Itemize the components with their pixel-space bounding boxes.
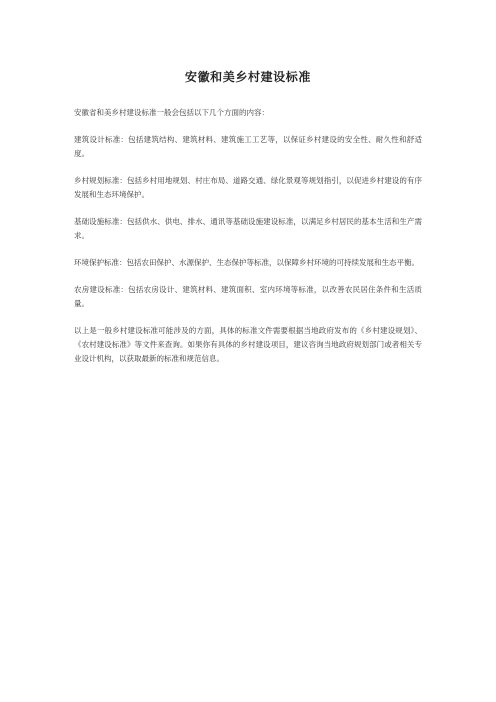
conclusion-paragraph: 以上是一般乡村建设标准可能涉及的方面，具体的标准文件需要根据当地政府发布的《乡村建设规划》、《农村建设标准》等文件来查询。如果你有具体的乡村建设项目，建议咨询当地政府规划部门或者相关专业设计机构，以获取最新的标准和规范信息。 — [74, 326, 422, 363]
environmental-protection-paragraph: 环境保护标准：包括农田保护、水源保护、生态保护等标准，以保障乡村环境的可持续发展和生态平衡。 — [74, 258, 419, 267]
infrastructure-paragraph: 基础设施标准：包括供水、供电、排水、通讯等基础设施建设标准，以满足乡村居民的基本生活和生产需求。 — [74, 217, 422, 240]
building-design-paragraph: 建筑设计标准：包括建筑结构、建筑材料、建筑施工工艺等，以保证乡村建设的安全性、耐久性和舒适度。 — [74, 135, 422, 158]
village-planning-paragraph: 乡村规划标准：包括乡村用地规划、村庄布局、道路交通、绿化景观等规划指引，以促进乡村建设的有序发展和生态环境保护。 — [74, 176, 422, 199]
intro-paragraph: 安徽省和美乡村建设标准一般会包括以下几个方面的内容： — [74, 108, 269, 117]
document-title: 安徽和美乡村建设标准 — [184, 70, 311, 84]
rural-housing-paragraph: 农房建设标准：包括农房设计、建筑材料、建筑面积、室内环境等标准，以改善农民居住条件和生活质量。 — [74, 285, 422, 308]
